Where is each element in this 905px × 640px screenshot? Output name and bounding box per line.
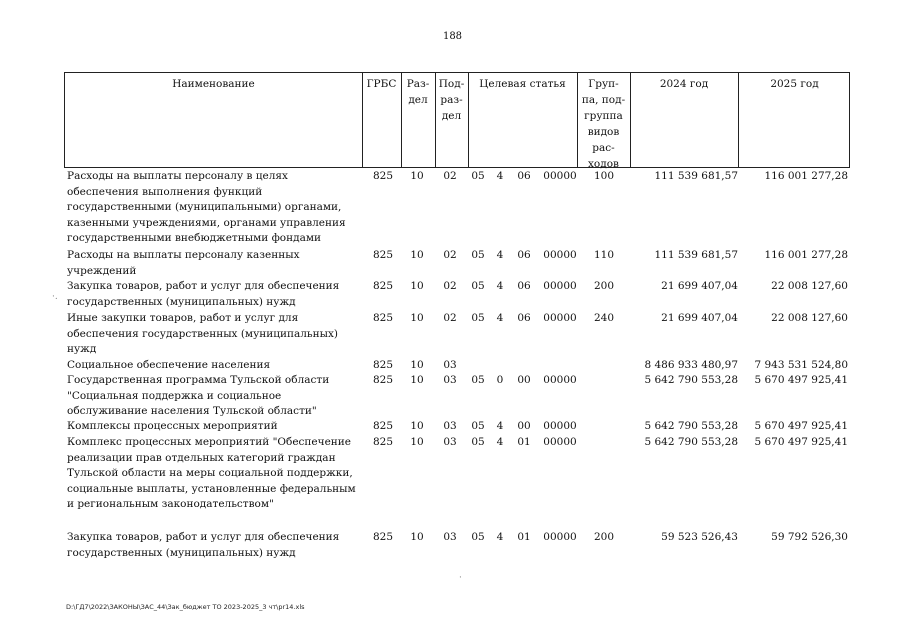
row-target-3: 06 (517, 249, 531, 261)
row-name: Закупка товаров, работ и услуг для обеспечения государственных (муниципальных) нужд (67, 531, 340, 559)
row-name: Комплекс процессных мероприятий "Обеспечение реализации прав отдельных категорий граждан Тульской области на меры социальной поддержки, социальные выплаты, установленные федеральным и региональным законодательством" (67, 436, 356, 510)
row-grbs: 825 (372, 420, 394, 432)
row-2024: 111 539 681,57 (654, 249, 738, 261)
scan-speck: ·. (52, 292, 58, 302)
row-target-3: 00 (517, 374, 531, 386)
row-grbs: 825 (372, 249, 394, 261)
row-2024: 111 539 681,57 (654, 170, 738, 182)
header-name: Наименование (172, 78, 255, 90)
row-target-1: 05 (471, 312, 485, 324)
row-razdel: 10 (410, 280, 424, 292)
row-podrazdel: 02 (443, 249, 457, 261)
row-target-4: 00000 (543, 280, 577, 292)
header-podrazdel: Под- раз- дел (438, 78, 465, 122)
row-target-3: 06 (517, 280, 531, 292)
row-podrazdel: 02 (443, 312, 457, 324)
header-vid: Груп- па, под- группа видов рас- ходов (581, 78, 626, 170)
header-grbs: ГРБС (366, 78, 397, 90)
row-grbs: 825 (372, 170, 394, 182)
row-2024: 21 699 407,04 (661, 280, 738, 292)
row-razdel: 10 (410, 420, 424, 432)
row-razdel: 10 (410, 249, 424, 261)
row-2025: 22 008 127,60 (771, 312, 848, 324)
row-name: Расходы на выплаты персоналу казенных учреждений (67, 249, 300, 277)
row-razdel: 10 (410, 312, 424, 324)
row-2025: 59 792 526,30 (771, 531, 848, 543)
row-target-2: 4 (496, 436, 504, 448)
row-target-1: 05 (471, 420, 485, 432)
row-vid: 100 (593, 170, 615, 182)
row-grbs: 825 (372, 280, 394, 292)
row-target-2: 0 (496, 374, 504, 386)
header-2024: 2024 год (659, 78, 709, 90)
row-2024: 5 642 790 553,28 (644, 436, 738, 448)
row-grbs: 825 (372, 531, 394, 543)
row-name: Расходы на выплаты персоналу в целях обеспечения выполнения функций государственными (муниципальными) органами, казенными учреждениями, органами управления государственными внебюджетными фондами (67, 170, 346, 244)
row-vid: 200 (593, 531, 615, 543)
row-name: Государственная программа Тульской области "Социальная поддержка и социальное обслуживание населения Тульской области" (67, 374, 330, 417)
header-razdel: Раз- дел (406, 78, 430, 106)
scan-speck: · (459, 573, 462, 583)
row-target-4: 00000 (543, 374, 577, 386)
row-grbs: 825 (372, 312, 394, 324)
header-target: Целевая статья (479, 78, 566, 90)
row-grbs: 825 (372, 436, 394, 448)
row-target-4: 00000 (543, 436, 577, 448)
table-header (64, 72, 850, 168)
row-target-3: 01 (517, 531, 531, 543)
row-2024: 5 642 790 553,28 (644, 374, 738, 386)
row-name: Иные закупки товаров, работ и услуг для обеспечения государственных (муниципальных) нужд (67, 312, 339, 355)
row-target-1: 05 (471, 531, 485, 543)
row-2024: 21 699 407,04 (661, 312, 738, 324)
row-2024: 5 642 790 553,28 (644, 420, 738, 432)
page-number: 188 (442, 31, 463, 42)
row-2025: 22 008 127,60 (771, 280, 848, 292)
row-target-1: 05 (471, 374, 485, 386)
row-target-1: 05 (471, 170, 485, 182)
row-target-3: 01 (517, 436, 531, 448)
row-target-2: 4 (496, 420, 504, 432)
row-target-2: 4 (496, 249, 504, 261)
row-podrazdel: 03 (443, 531, 457, 543)
row-target-4: 00000 (543, 249, 577, 261)
row-razdel: 10 (410, 531, 424, 543)
row-podrazdel: 02 (443, 280, 457, 292)
row-vid: 240 (593, 312, 615, 324)
row-podrazdel: 03 (443, 359, 457, 371)
row-razdel: 10 (410, 359, 424, 371)
row-target-2: 4 (496, 312, 504, 324)
row-name: Закупка товаров, работ и услуг для обеспечения государственных (муниципальных) нужд (67, 280, 340, 308)
row-target-3: 06 (517, 312, 531, 324)
row-name: Комплексы процессных мероприятий (67, 420, 278, 432)
row-2025: 116 001 277,28 (764, 249, 848, 261)
header-2025: 2025 год (770, 78, 819, 90)
row-2024: 59 523 526,43 (661, 531, 738, 543)
row-target-2: 4 (496, 170, 504, 182)
row-razdel: 10 (410, 170, 424, 182)
row-target-3: 00 (517, 420, 531, 432)
row-target-4: 00000 (543, 531, 577, 543)
row-vid: 110 (593, 249, 615, 261)
row-vid: 200 (593, 280, 615, 292)
row-target-1: 05 (471, 436, 485, 448)
row-name: Социальное обеспечение населения (67, 359, 271, 371)
row-2025: 116 001 277,28 (764, 170, 848, 182)
row-razdel: 10 (410, 374, 424, 386)
row-target-4: 00000 (543, 312, 577, 324)
row-target-4: 00000 (543, 170, 577, 182)
row-2025: 7 943 531 524,80 (754, 359, 848, 371)
row-2025: 5 670 497 925,41 (754, 436, 848, 448)
row-target-4: 00000 (543, 420, 577, 432)
row-grbs: 825 (372, 374, 394, 386)
row-2025: 5 670 497 925,41 (754, 420, 848, 432)
row-target-2: 4 (496, 531, 504, 543)
row-podrazdel: 03 (443, 420, 457, 432)
row-2024: 8 486 933 480,97 (644, 359, 738, 371)
row-target-1: 05 (471, 249, 485, 261)
row-grbs: 825 (372, 359, 394, 371)
row-podrazdel: 03 (443, 436, 457, 448)
row-target-2: 4 (496, 280, 504, 292)
row-podrazdel: 02 (443, 170, 457, 182)
row-target-3: 06 (517, 170, 531, 182)
row-target-1: 05 (471, 280, 485, 292)
row-razdel: 10 (410, 436, 424, 448)
row-2025: 5 670 497 925,41 (754, 374, 848, 386)
file-path-footer: D:\ГД7\2022\ЗАКОНЫ\ЗАС_44\Зак_бюджет ТО 2023-2025_3 чт\pr14.xls (66, 603, 305, 611)
row-podrazdel: 03 (443, 374, 457, 386)
